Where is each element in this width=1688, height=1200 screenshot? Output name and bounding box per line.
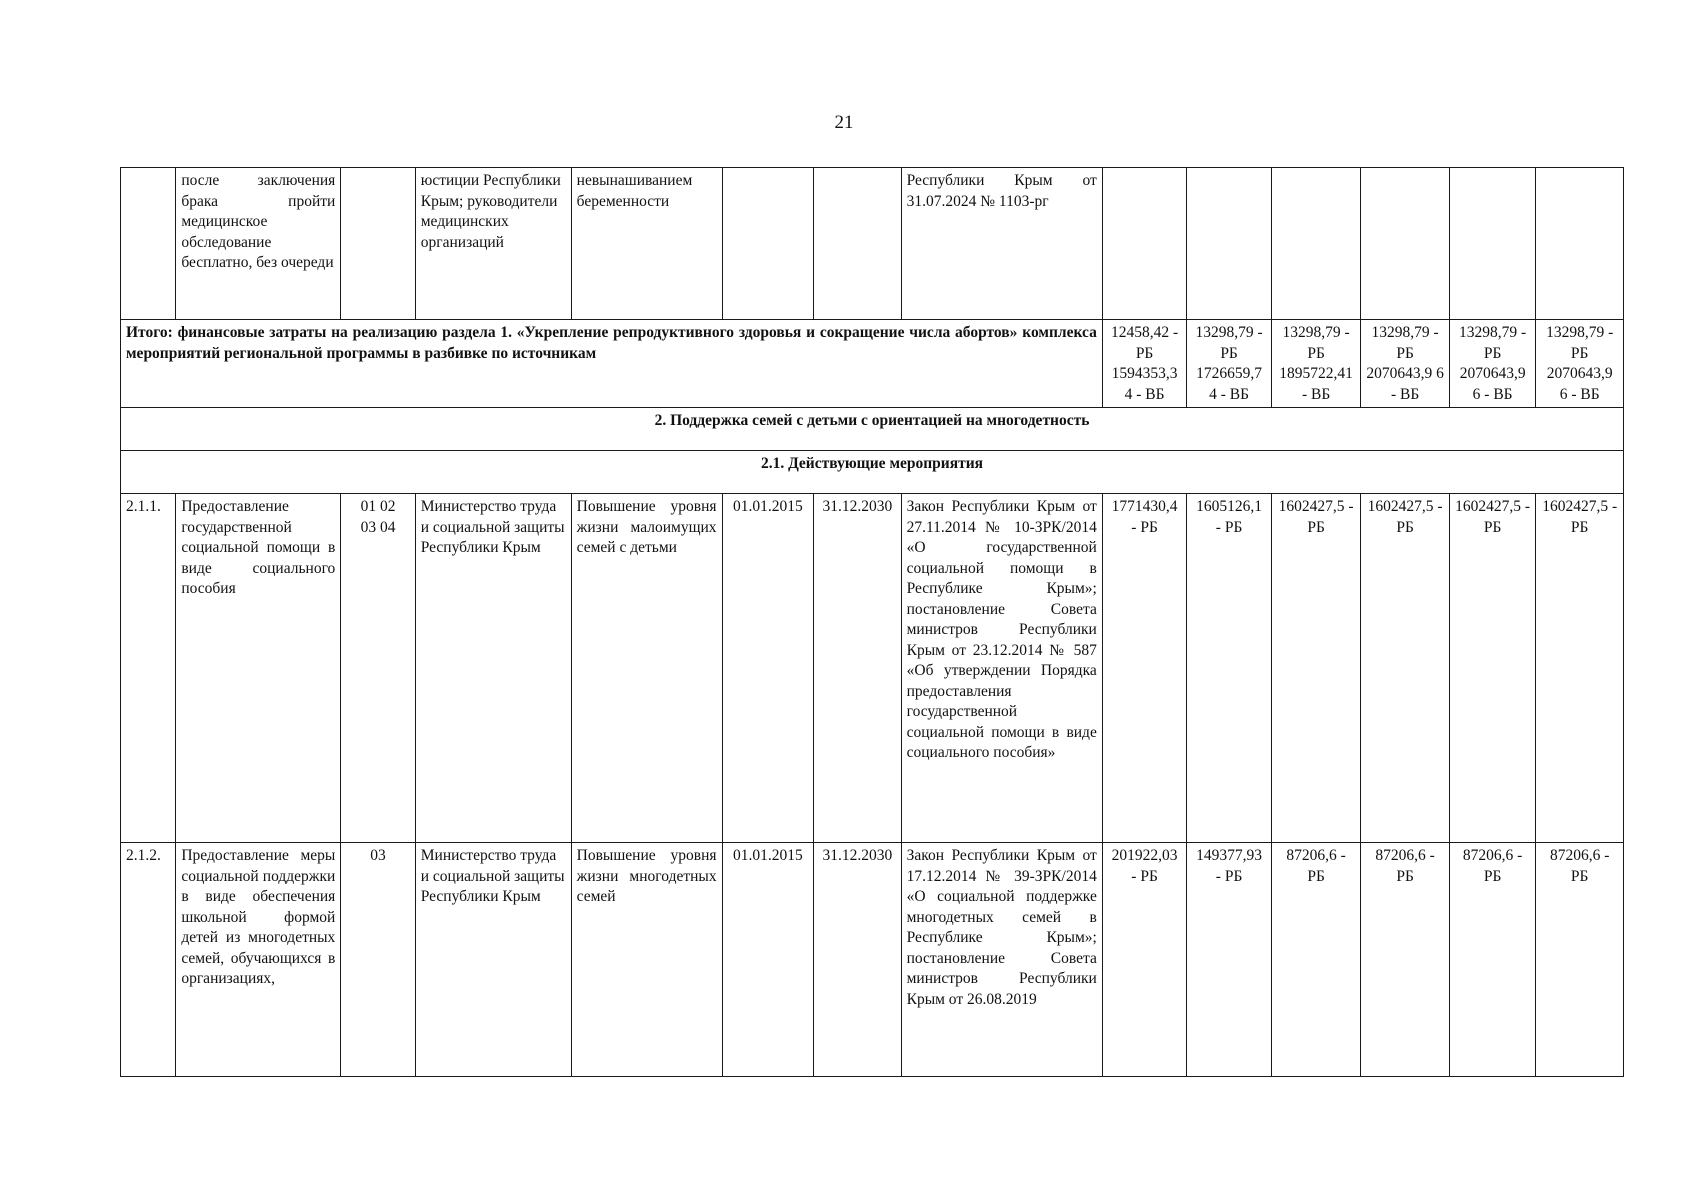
cell-executor: Министерство труда и социальной защиты Республики Крым [415,843,571,1077]
table-row-continuation [121,168,1624,320]
cell-funding-2 [1187,168,1272,320]
total-funding-3: 13298,79 - РБ 1895722,41 - ВБ [1271,320,1361,408]
page-number: 21 [834,112,854,133]
cell-funding-6: 1602427,5 - РБ [1536,494,1624,843]
cell-executor: Министерство труда и социальной защиты Республики Крым [415,494,571,843]
table-row [121,494,1624,843]
cell-funding-4: 1602427,5 - РБ [1361,494,1450,843]
cell-code: 01 02 03 04 [341,494,415,843]
cell-start-date: 01.01.2015 [722,843,814,1077]
cell-num: 2.1.2. [121,843,176,1077]
cell-legal-basis: Закон Республики Крым от 27.11.2014 № 10-ЗРК/2014 «О государственной социальной помощи в Республике Крым»; постановление Совета министров Республики Крым от 23.12.2014 № 587 «Об утверждении Порядка предоставления государственной социальной помощи в виде социального пособия» [901,494,1102,843]
cell-funding-5: 87206,6 - РБ [1449,843,1536,1077]
cell-funding-2: 149377,93 - РБ [1187,843,1272,1077]
cell-start-date [722,168,814,320]
cell-measure-name: Предоставление государственной социальной помощи в виде социального пособия [176,494,341,843]
subsection-heading: 2.1. Действующие мероприятия [121,451,1624,494]
cell-end-date: 31.12.2030 [814,494,902,843]
cell-funding-4 [1361,168,1450,320]
cell-funding-1 [1102,168,1187,320]
cell-funding-1: 1771430,4 - РБ [1102,494,1187,843]
total-funding-1: 12458,42 - РБ 1594353,3 4 - ВБ [1102,320,1187,408]
cell-end-date [814,168,902,320]
cell-end-date: 31.12.2030 [814,843,902,1077]
cell-num [121,168,176,320]
cell-code: 03 [341,843,415,1077]
cell-legal-basis: Республики Крым от 31.07.2024 № 1103-рг [901,168,1102,320]
total-funding-2: 13298,79 - РБ 1726659,7 4 - ВБ [1187,320,1272,408]
cell-funding-6 [1536,168,1624,320]
cell-funding-1: 201922,03 - РБ [1102,843,1187,1077]
program-table [120,167,1624,1077]
cell-start-date: 01.01.2015 [722,494,814,843]
table-row-section-heading [121,408,1624,451]
cell-result: Повышение уровня жизни малоимущих семей с детьми [571,494,722,843]
cell-code [341,168,415,320]
cell-funding-3: 87206,6 - РБ [1271,843,1361,1077]
table-row [121,843,1624,1077]
cell-funding-5 [1449,168,1536,320]
cell-funding-3: 1602427,5 - РБ [1271,494,1361,843]
cell-funding-2: 1605126,1 - РБ [1187,494,1272,843]
cell-num: 2.1.1. [121,494,176,843]
total-label: Итого: финансовые затраты на реализацию раздела 1. «Укрепление репродуктивного здоровья и сокращение числа абортов» комплекса мероприятий региональной программы в разбивке по источникам [121,320,1103,408]
cell-funding-4: 87206,6 - РБ [1361,843,1450,1077]
cell-executor: юстиции Республики Крым; руководители медицинских организаций [415,168,571,320]
cell-measure-name: после заключения брака пройти медицинское обследование бесплатно, без очереди [176,168,341,320]
cell-measure-name: Предоставление меры социальной поддержки в виде обеспечения школьной формой детей из многодетных семей, обучающихся в организациях, [176,843,341,1077]
cell-funding-5: 1602427,5 - РБ [1449,494,1536,843]
table-row-total [121,320,1624,408]
cell-funding-3 [1271,168,1361,320]
total-funding-6: 13298,79 - РБ 2070643,9 6 - ВБ [1536,320,1624,408]
cell-legal-basis: Закон Республики Крым от 17.12.2014 № 39-ЗРК/2014 «О социальной поддержке многодетных семей в Республике Крым»; постановление Совета министров Республики Крым от 26.08.2019 [901,843,1102,1077]
table-row-subsection-heading [121,451,1624,494]
cell-funding-6: 87206,6 - РБ [1536,843,1624,1077]
total-funding-5: 13298,79 - РБ 2070643,9 6 - ВБ [1449,320,1536,408]
cell-result: невынашиванием беременности [571,168,722,320]
cell-result: Повышение уровня жизни многодетных семей [571,843,722,1077]
section-heading: 2. Поддержка семей с детьми с ориентацией на многодетность [121,408,1624,451]
total-funding-4: 13298,79 - РБ 2070643,9 6 - ВБ [1361,320,1450,408]
